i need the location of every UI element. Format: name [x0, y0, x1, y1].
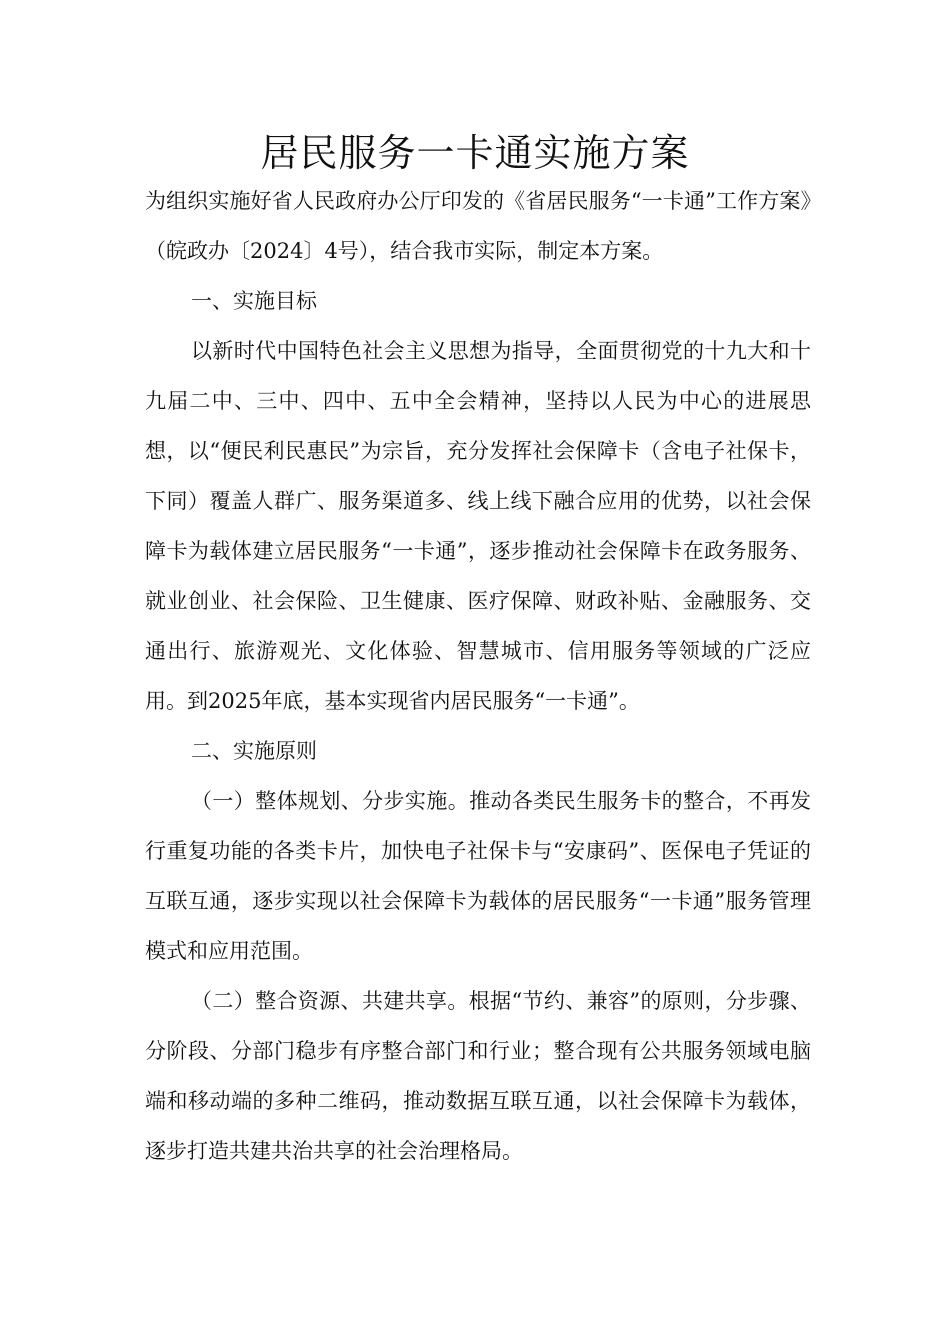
section-heading-goals: 一、实施目标: [191, 289, 317, 313]
section-heading-principles: 二、实施原则: [191, 739, 317, 763]
intro-paragraph: 为组织实施好省人民政府办公厅印发的《省居民服务“一卡通”工作方案》（皖政办〔2024〕4号），结合我市实际，制定本方案。: [145, 189, 811, 263]
principle-item-2: （二）整合资源、共建共享。根据“节约、兼容”的原则，分步骤、分阶段、分部门稳步有序整合部门和行业；整合现有公共服务领域电脑端和移动端的多种二维码，推动数据互联互通，以社会保障卡为载体，逐步打造共建共治共享的社会治理格局。: [145, 989, 811, 1163]
goals-paragraph: 以新时代中国特色社会主义思想为指导，全面贯彻党的十九大和十九届二中、三中、四中、五中全会精神，坚持以人民为中心的进展思想，以“便民利民惠民”为宗旨，充分发挥社会保障卡（含电子社保卡，下同）覆盖人群广、服务渠道多、线上线下融合应用的优势，以社会保障卡为载体建立居民服务“一卡通”，逐步推动社会保障卡在政务服务、就业创业、社会保险、卫生健康、医疗保障、财政补贴、金融服务、交通出行、旅游观光、文化体验、智慧城市、信用服务等领域的广泛应用。到2025年底，基本实现省内居民服务“一卡通”。: [145, 339, 811, 713]
document-body: [145, 176, 811, 1176]
document-title: 居民服务一卡通实施方案: [260, 131, 690, 175]
principle-item-1: （一）整体规划、分步实施。推动各类民生服务卡的整合，不再发行重复功能的各类卡片，加快电子社保卡与“安康码”、医保电子凭证的互联互通，逐步实现以社会保障卡为载体的居民服务“一卡通”服务管理模式和应用范围。: [145, 789, 811, 963]
